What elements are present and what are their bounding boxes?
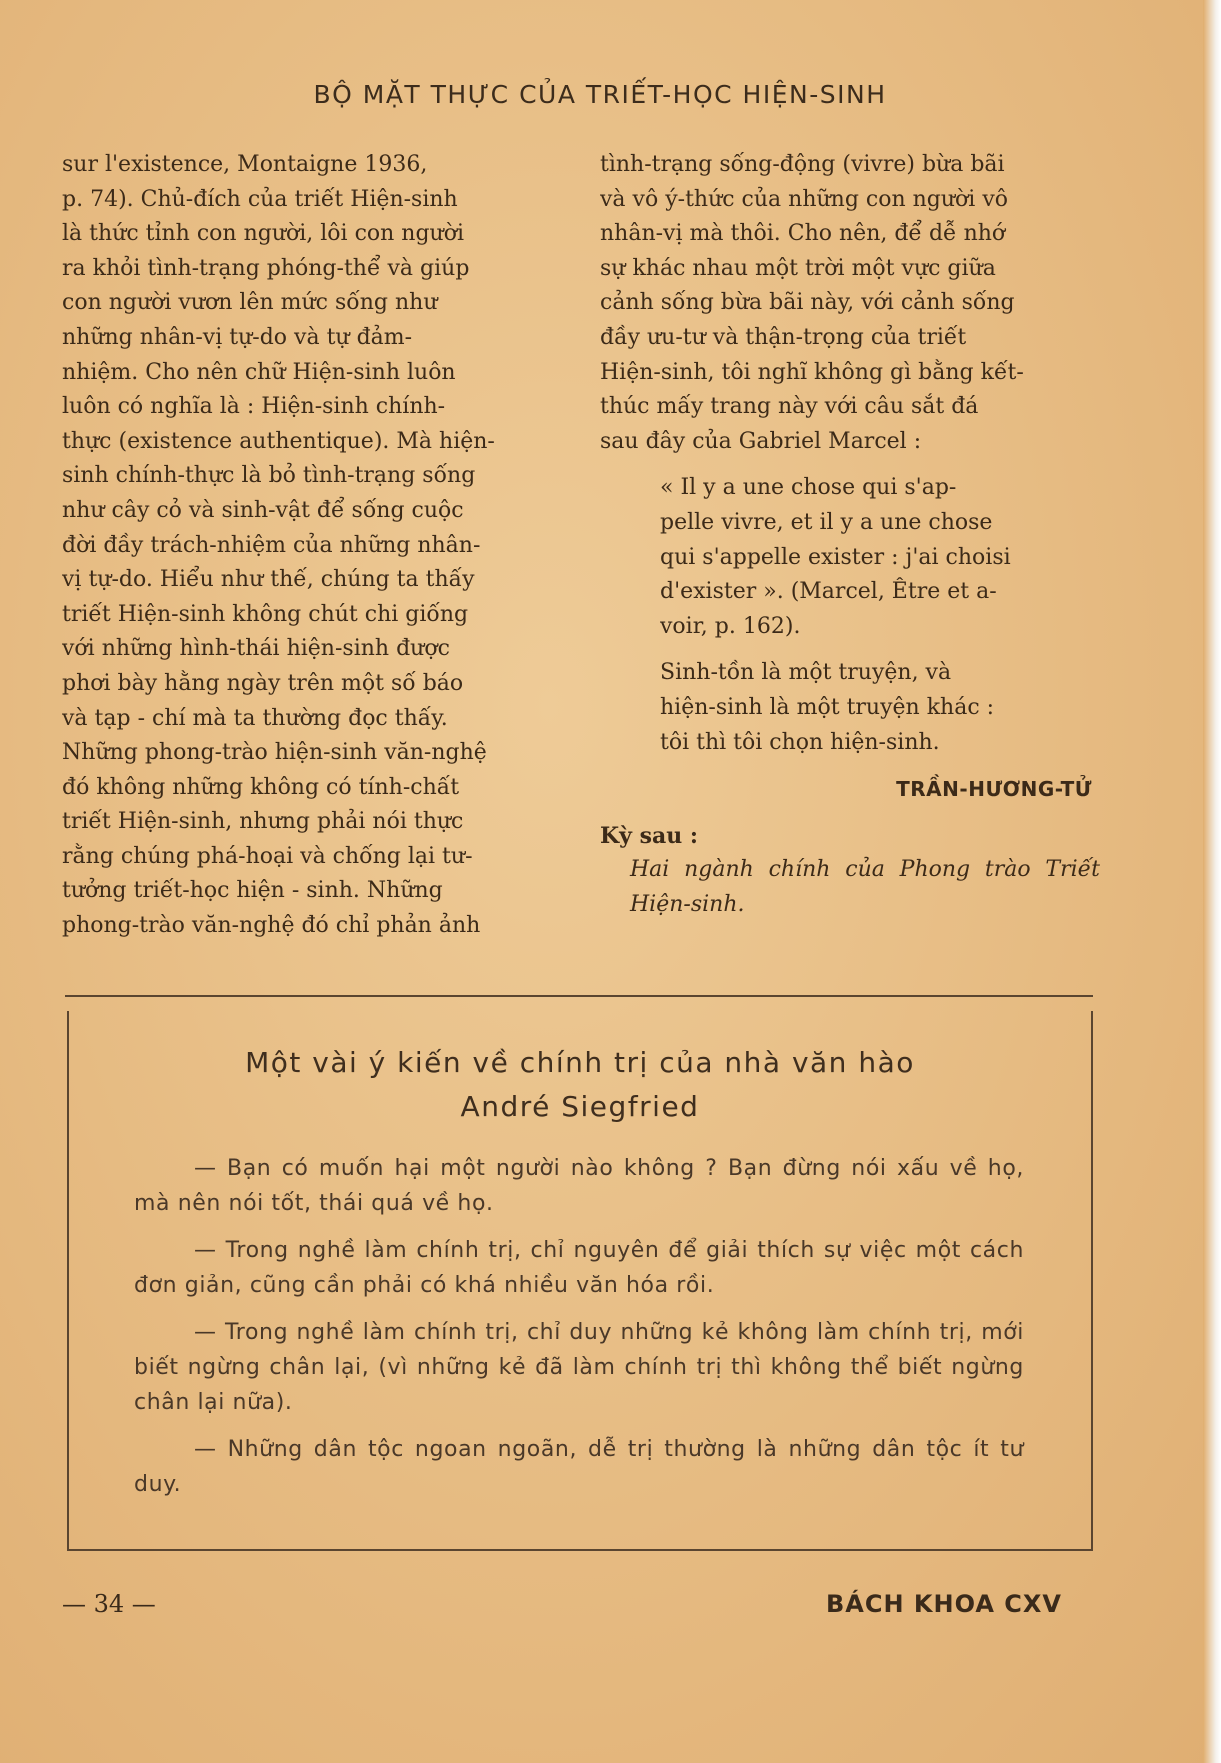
quote-line: « Il y a une chose qui s'ap- — [660, 475, 957, 501]
right-column — [600, 148, 1100, 922]
quote-line: voir, p. 162). — [660, 613, 801, 639]
text-line: như cây cỏ và sinh-vật để sống cuộc — [62, 497, 464, 523]
text-line: những nhân-vị tự-do và tự đảm- — [62, 324, 413, 350]
box-title — [69, 1041, 1091, 1129]
text-line: cảnh sống bừa bãi này, với cảnh sống — [600, 290, 1015, 316]
text-line: Hiện-sinh, tôi nghĩ không gì bằng kết- — [600, 359, 1024, 385]
closing-line: tôi thì tôi chọn hiện-sinh. — [660, 729, 940, 755]
text-line: phơi bày hằng ngày trên một số báo — [62, 670, 464, 696]
text-line: sur l'existence, Montaigne 1936, — [62, 152, 428, 177]
box-paragraph: — Những dân tộc ngoan ngoãn, dễ trị thường là những dân tộc ít tư duy. — [134, 1437, 1024, 1497]
text-line: và vô ý-thức của những con người vô — [600, 186, 1009, 212]
text-line: Những phong-trào hiện-sinh văn-nghệ — [62, 740, 487, 766]
quote-line: d'exister ». (Marcel, Être et a- — [660, 579, 997, 605]
page-edge — [1203, 0, 1221, 1763]
text-line: triết Hiện-sinh, nhưng phải nói thực — [62, 809, 464, 835]
text-line: sau đây của Gabriel Marcel : — [600, 428, 922, 454]
box-top-rule — [65, 995, 1093, 997]
text-line: thực (existence authentique). Mà hiện- — [62, 428, 495, 454]
quote-line: pelle vivre, et il y a une chose — [660, 509, 993, 535]
closing-line: hiện-sinh là một truyện khác : — [660, 694, 995, 720]
text-line: là thức tỉnh con người, lôi con người — [62, 221, 465, 247]
running-header: BỘ MẶT THỰC CỦA TRIẾT-HỌC HIỆN-SINH — [313, 80, 887, 109]
text-line: vị tự-do. Hiểu như thế, chúng ta thấy — [62, 567, 475, 593]
quotes-box — [67, 1011, 1093, 1551]
box-paragraph: — Trong nghề làm chính trị, chỉ nguyên để giải thích sự việc một cách đơn giản, cũng cần phải có khá nhiều văn hóa rồi. — [134, 1238, 1024, 1298]
box-title-line2: André Siegfried — [460, 1090, 700, 1123]
left-column — [62, 148, 564, 944]
text-line: tưởng triết-học hiện - sinh. Những — [62, 878, 443, 904]
box-paragraph: — Bạn có muốn hại một người nào không ? Bạn đừng nói xấu về họ, mà nên nói tốt, thái quá về họ. — [134, 1156, 1024, 1216]
closing-paragraph — [600, 656, 1100, 760]
text-line: p. 74). Chủ-đích của triết Hiện-sinh — [62, 186, 458, 212]
text-line: rằng chúng phá-hoại và chống lại tư- — [62, 843, 473, 869]
text-line: với những hình-thái hiện-sinh được — [62, 636, 450, 662]
next-issue-label: Kỳ sau : — [600, 822, 698, 849]
next-issue-title: Hai ngành chính của Phong trào Triết Hiện-sinh. — [630, 857, 1100, 917]
box-body — [134, 1151, 1024, 1514]
closing-line: Sinh-tồn là một truyện, và — [660, 660, 952, 686]
text-line: luôn có nghĩa là : Hiện-sinh chính- — [62, 394, 446, 420]
text-line: nhiệm. Cho nên chữ Hiện-sinh luôn — [62, 359, 456, 385]
quote-line: qui s'appelle exister : j'ai choisi — [660, 544, 1011, 570]
text-line: sự khác nhau một trời một vực giữa — [600, 255, 996, 281]
box-title-line1: Một vài ý kiến về chính trị của nhà văn hào — [245, 1046, 915, 1079]
text-line: đầy ưu-tư và thận-trọng của triết — [600, 324, 967, 350]
author-signature: TRẦN-HƯƠNG-TỬ — [896, 777, 1092, 802]
text-line: và tạp - chí mà ta thường đọc thấy. — [62, 705, 448, 731]
text-line: con người vươn lên mức sống như — [62, 290, 438, 316]
publication-name: BÁCH KHOA CXV — [826, 1590, 1062, 1618]
text-line: triết Hiện-sinh không chút chi giống — [62, 601, 469, 627]
right-paragraph — [600, 148, 1100, 459]
text-line: ra khỏi tình-trạng phóng-thể và giúp — [62, 255, 470, 281]
text-line: đời đầy trách-nhiệm của những nhân- — [62, 532, 481, 558]
page-number: — 34 — — [62, 1590, 156, 1618]
text-line: nhân-vị mà thôi. Cho nên, để dễ nhớ — [600, 221, 1006, 247]
text-line: đó không những không có tính-chất — [62, 774, 460, 800]
text-line: thúc mấy trang này với câu sắt đá — [600, 394, 979, 420]
marcel-quote — [600, 471, 1100, 644]
text-line: phong-trào văn-nghệ đó chỉ phản ảnh — [62, 913, 481, 939]
text-line: sinh chính-thực là bỏ tình-trạng sống — [62, 463, 476, 489]
box-paragraph: — Trong nghề làm chính trị, chỉ duy những kẻ không làm chính trị, mới biết ngừng chân lại, (vì những kẻ đã làm chính trị thì không thể biết ngừng chân lại nữa). — [134, 1320, 1024, 1415]
text-line: tình-trạng sống-động (vivre) bừa bãi — [600, 152, 1005, 177]
